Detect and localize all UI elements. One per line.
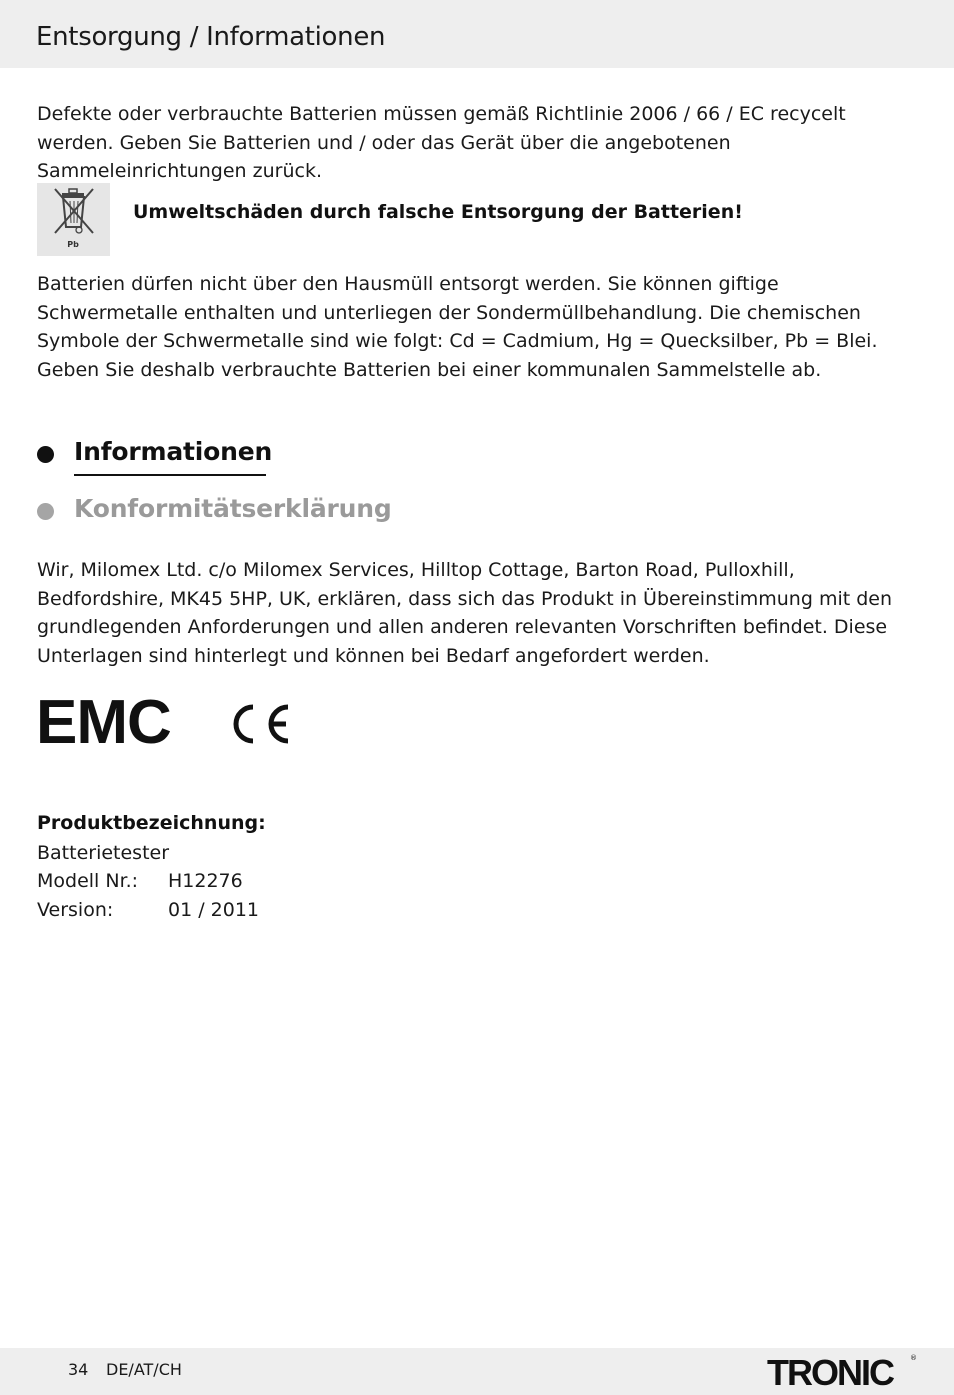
registered-mark: ® [910, 1354, 917, 1362]
bullet-icon [37, 503, 54, 520]
bullet-icon [37, 446, 54, 463]
pb-label: Pb [67, 240, 79, 249]
version-label: Version: [37, 899, 114, 921]
intro-paragraph: Defekte oder verbrauchte Batterien müssen gemäß Richtlinie 2006 / 66 / EC recycelt werden. Geben Sie Batterien und / oder das Gerät über die angebotenen Sammeleinrichtungen zurück. [37, 103, 846, 182]
page-number: 34 [68, 1360, 89, 1379]
section-title-informationen: Informationen [74, 437, 273, 466]
page-header [0, 0, 954, 68]
emc-mark: EMC [36, 688, 171, 757]
warning-title: Umweltschäden durch falsche Entsorgung der Batterien! [133, 201, 743, 223]
model-label: Modell Nr.: [37, 870, 139, 892]
product-name: Batterietester [37, 842, 170, 864]
version-row [37, 899, 260, 921]
brand-logo: TRONIC [767, 1352, 893, 1393]
model-row [37, 870, 243, 892]
section-title-konformitaet: Konformitätserklärung [74, 494, 392, 523]
model-value: H12276 [168, 870, 243, 892]
version-value: 01 / 2011 [168, 899, 260, 921]
ce-mark-icon [228, 702, 294, 750]
crossed-bin-pb-icon [37, 183, 110, 256]
page-footer [0, 1348, 954, 1395]
conformity-body: Wir, Milomex Ltd. c/o Milomex Services, Hilltop Cottage, Barton Road, Pulloxhill, Bedfordshire, MK45 5HP, UK, erklären, dass sich das Produkt in Übereinstimmung mit den grundlegenden Anforderungen und allen anderen relevanten Vorschriften befindet. Diese Unterlagen sind hinterlegt und können bei Bedarf angefordert werden. [37, 559, 893, 667]
page-title: Entsorgung / Informationen [36, 22, 386, 52]
warning-body: Batterien dürfen nicht über den Hausmüll entsorgt werden. Sie können giftige Schwermetalle enthalten und unterliegen der Sondermüllbehandlung. Die chemischen Symbole der Schwermetalle sind wie folgt: Cd = Cadmium, Hg = Quecksilber, Pb = Blei. Geben Sie deshalb verbrauchte Batterien bei einer kommunalen Sammelstelle ab. [37, 273, 878, 381]
heading-underline [74, 474, 266, 476]
product-label: Produktbezeichnung: [37, 812, 266, 834]
region-code: DE/AT/CH [106, 1360, 182, 1379]
